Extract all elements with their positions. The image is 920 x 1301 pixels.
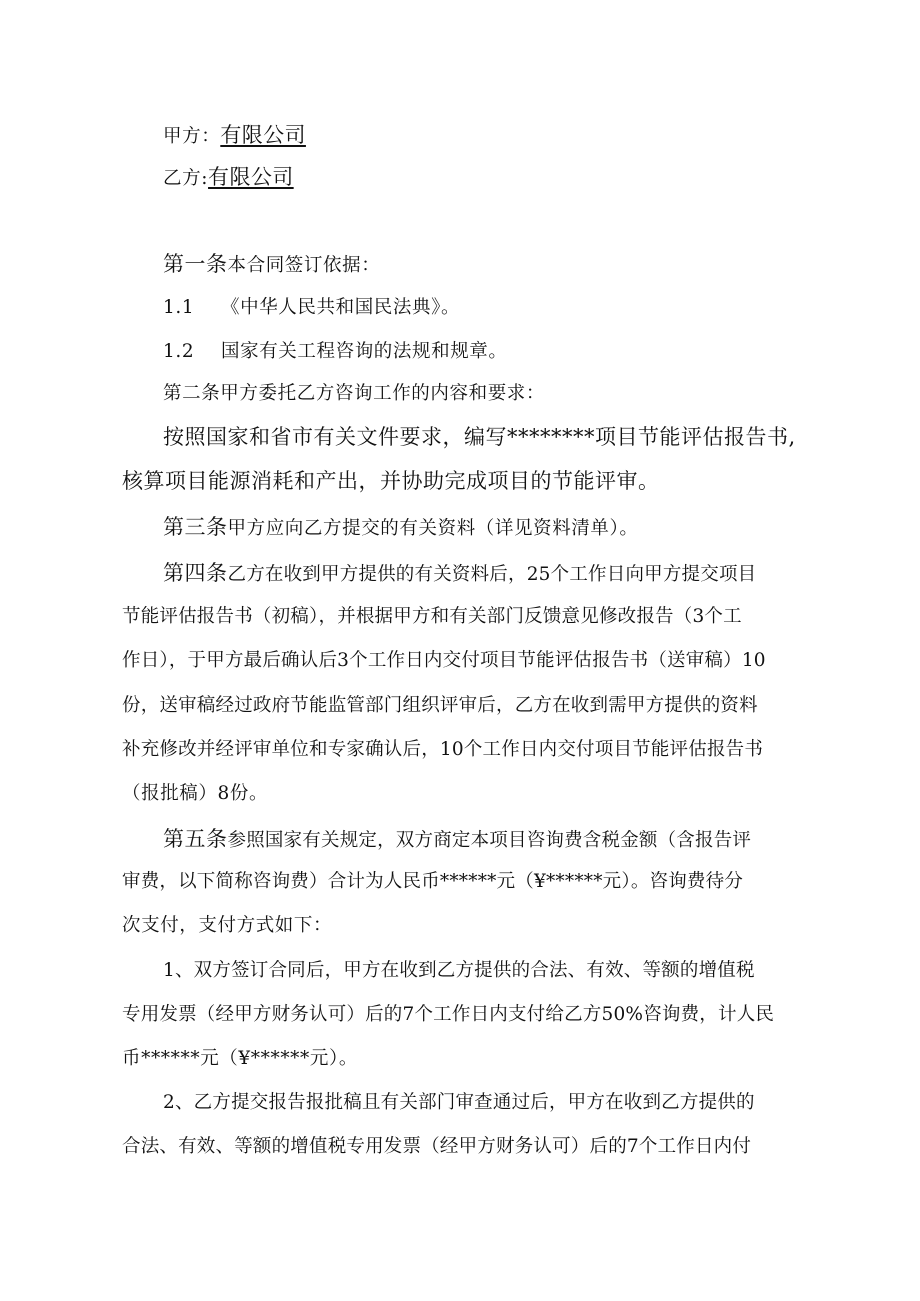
article3-heading: 第三条 xyxy=(163,515,228,539)
article1-heading: 第一条 xyxy=(163,252,228,276)
article4-heading: 第四条 xyxy=(163,561,228,585)
article5-line-1-text: 参照国家有关规定，双方商定本项目咨询费含税金额（含报告评 xyxy=(227,830,752,851)
article4-line-1 xyxy=(163,563,756,585)
party-a-value: 有限公司 xyxy=(220,123,306,147)
party-b-label: 乙方: xyxy=(163,168,209,189)
article5-line-2: 审费，以下简称咨询费）合计为人民币******元（¥******元）。咨询费待分 xyxy=(122,871,744,892)
party-b-value: 有限公司 xyxy=(208,165,294,189)
article2-line-1: 按照国家和省市有关文件要求，编写********项目节能评估报告书, xyxy=(163,425,796,449)
payment2-line-2: 合法、有效、等额的增值税专用发票（经甲方财务认可）后的7个工作日内付 xyxy=(122,1136,752,1157)
payment2-line-1: 2、乙方提交报告报批稿且有关部门审查通过后，甲方在收到乙方提供的 xyxy=(163,1092,755,1113)
article2-heading: 第二条甲方委托乙方咨询工作的内容和要求： xyxy=(163,383,546,404)
article3-text: 甲方应向乙方提交的有关资料（详见资料清单）。 xyxy=(227,518,639,539)
article5-heading: 第五条 xyxy=(163,827,228,851)
article4-line-3: 作日），于甲方最后确认后3个工作日内交付项目节能评估报告书（送审稿）10 xyxy=(122,650,766,671)
article1-item-2-text: 国家有关工程咨询的法规和规章。 xyxy=(221,341,508,362)
payment1-line-2: 专用发票（经甲方财务认可）后的7个工作日内支付给乙方50%咨询费，计人民 xyxy=(122,1004,775,1025)
article1-item-2 xyxy=(163,343,508,362)
article4-line-2: 节能评估报告书（初稿），并根据甲方和有关部门反馈意见修改报告（3个工 xyxy=(122,606,742,627)
party-b-line xyxy=(163,167,294,189)
article4-line-6: （报批稿）8份。 xyxy=(122,783,269,804)
party-a-line xyxy=(163,125,306,147)
party-a-label: 甲方： xyxy=(163,126,221,147)
payment1-line-3: 币******元（¥******元）。 xyxy=(122,1048,358,1069)
article5-line-3: 次支付，支付方式如下： xyxy=(122,915,333,936)
article1-item-1 xyxy=(163,299,460,318)
article2-line-2: 核算项目能源消耗和产出，并协助完成项目的节能评审。 xyxy=(122,469,660,493)
article1-item-1-text: 《中华人民共和国民法典》。 xyxy=(221,297,461,318)
payment1-line-1: 1、双方签订合同后，甲方在收到乙方提供的合法、有效、等额的增值税 xyxy=(163,960,755,981)
article4-line-4: 份，送审稿经过政府节能监管部门组织评审后，乙方在收到需甲方提供的资料 xyxy=(122,695,758,716)
article3-line xyxy=(163,517,638,539)
article1-item-2-num: 1.2 xyxy=(163,341,195,362)
article4-line-5: 补充修改并经评审单位和专家确认后，10个工作日内交付项目节能评估报告书 xyxy=(122,739,764,760)
article1-item-1-num: 1.1 xyxy=(163,297,195,318)
article5-line-1 xyxy=(163,829,751,851)
article4-line-1-text: 乙方在收到甲方提供的有关资料后，25个工作日向甲方提交项目 xyxy=(227,564,757,585)
article1-heading-line xyxy=(163,254,380,276)
article1-text: 本合同签订依据： xyxy=(227,255,381,276)
